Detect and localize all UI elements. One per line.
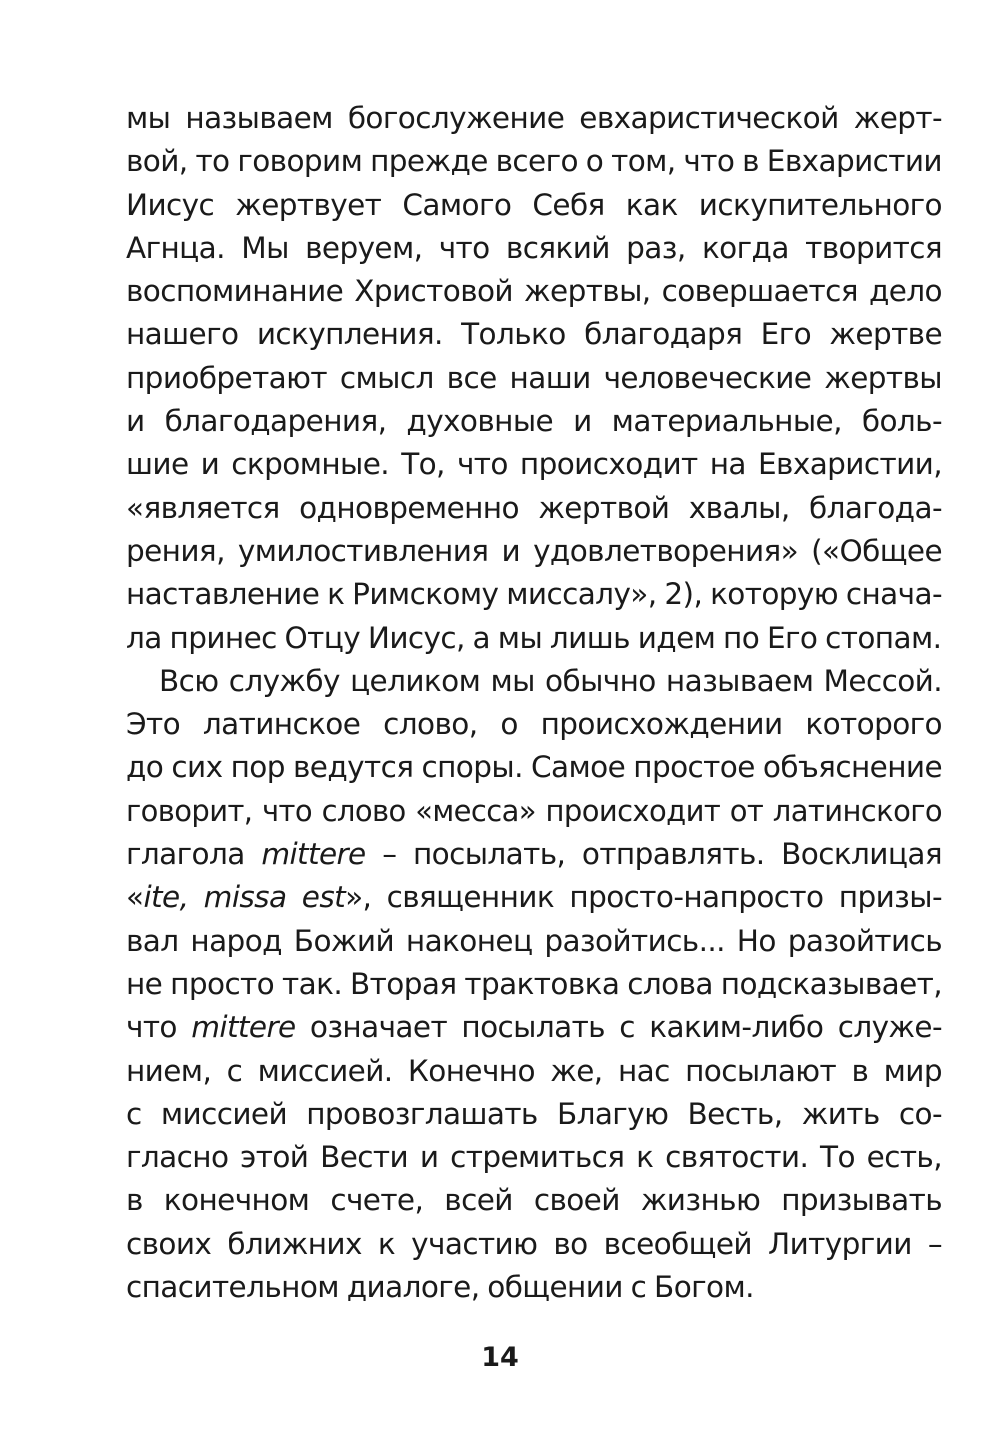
- text-run: », священник просто-напросто призы-: [345, 880, 942, 915]
- text-line: шие и скромные. То, что происходит на Евхаристии,: [126, 447, 942, 482]
- text-run: что: [126, 1010, 192, 1045]
- text-line: Всю службу целиком мы обычно называем Мессой.: [159, 663, 942, 698]
- text-line: до сих пор ведутся споры. Самое простое объяснение: [126, 750, 942, 785]
- text-line: нием, с миссией. Конечно же, нас посылают в мир: [126, 1053, 942, 1088]
- text-line: и благодарения, духовные и материальные, боль-: [126, 404, 942, 439]
- text-line: [126, 876, 942, 919]
- text-line: Агнца. Мы веруем, что всякий раз, когда творится: [126, 230, 942, 265]
- italic-term: mittere: [191, 1010, 296, 1045]
- text-line: [126, 1006, 942, 1049]
- text-line: мы называем богослужение евхаристической жерт-: [126, 101, 942, 135]
- text-line: наставление к Римскому миссалу», 2), которую снача-: [126, 577, 942, 612]
- text-line: «является одновременно жертвой хвалы, благода-: [126, 490, 942, 525]
- text-line: с миссией провозглашать Благую Весть, жить со-: [126, 1096, 942, 1131]
- text-line: Это латинское слово, о происхождении которого: [126, 707, 942, 742]
- italic-term: mittere: [261, 837, 366, 872]
- text-line: вой, то говорим прежде всего о том, что в Евхаристии: [126, 144, 942, 179]
- text-line: нашего искупления. Только благодаря Его жертве: [126, 317, 942, 352]
- paragraph-2: [126, 660, 942, 1309]
- text-line: ла принес Отцу Иисус, а мы лишь идем по Его стопам.: [126, 620, 942, 655]
- italic-term: ite, missa est: [143, 880, 346, 915]
- body-text: [126, 97, 942, 1309]
- text-line: в конечном счете, всей своей жизнью призывать: [126, 1183, 942, 1218]
- text-line: спасительном диалоге, общении с Богом.: [126, 1270, 754, 1305]
- text-line: вал народ Божий наконец разойтись... Но разойтись: [126, 923, 942, 958]
- text-line: гласно этой Вести и стремиться к святости. То есть,: [126, 1140, 942, 1175]
- text-line: своих ближних к участию во всеобщей Литургии –: [126, 1226, 942, 1261]
- text-line: говорит, что слово «месса» происходит от латинского: [126, 793, 942, 828]
- text-line: приобретают смысл все наши человеческие жертвы: [126, 360, 942, 395]
- text-line: [126, 833, 942, 876]
- text-line: не просто так. Вторая трактовка слова подсказывает,: [126, 966, 942, 1001]
- text-line: рения, умилостивления и удовлетворения» («Общее: [126, 533, 942, 568]
- text-run: – посылать, отправлять. Восклицая: [365, 837, 942, 872]
- text-line: Иисус жертвует Самого Себя как искупительного: [126, 187, 942, 222]
- page-number: 14: [481, 1342, 519, 1373]
- text-run: означает посылать с каким-либо служе-: [295, 1010, 942, 1045]
- paragraph-1: [126, 97, 942, 660]
- text-line: воспоминание Христовой жертвы, совершается дело: [126, 274, 942, 309]
- text-run: «: [126, 880, 144, 915]
- text-run: глагола: [126, 837, 262, 872]
